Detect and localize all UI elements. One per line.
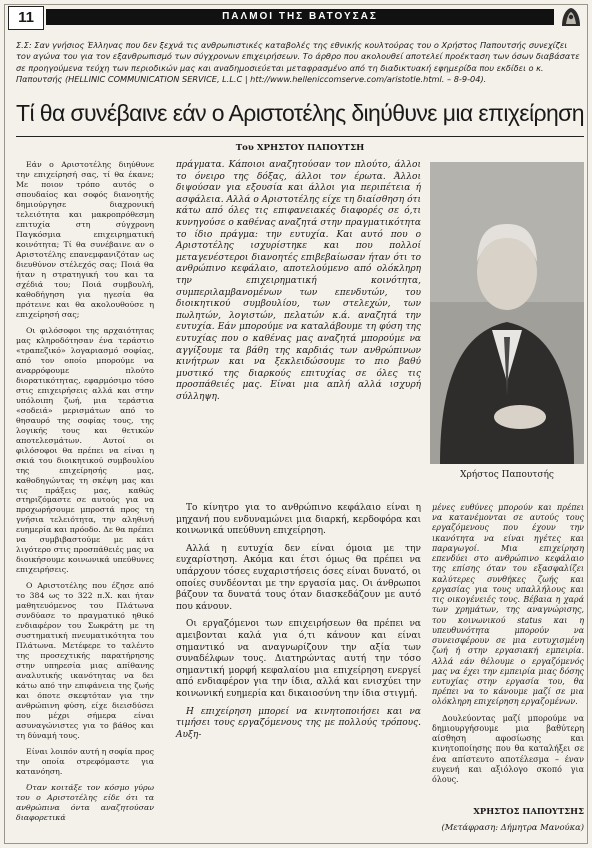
translator-credit: (Μετάφραση: Δήμητρα Μανούκα) <box>441 822 584 832</box>
paragraph: Το κίνητρο για το ανθρώπινο κεφάλαιο είναι η μηχανή που ενδυναμώνει μια διαρκή, κερδοφόρα και κοινωνικά υπεύθυνη επιχείρηση. <box>176 503 421 537</box>
paragraph: πράγματα. Κάποιοι αναζητούσαν τον πλούτο, άλλοι το όνειρο της δόξας, άλλοι τον έρωτα. Άλλοι διψούσαν για εξουσία και άλλοι για περιπέτεια ή ασφάλεια. Αλλά ο Αριστοτέλης είχε τη διαίσθηση ότι κάτω από όλες τις επιφανειακές διαφορές σε ό,τι κυνηγούσε ο καθένας αναζητά στην πραγματικότητα το ίδιο πράγμα: την ευτυχία. Και αυτό που ο Αριστοτέλης ισχυρίστηκε και που πολλοί μεταγενέστεροι διανοητές επιβεβαίωσαν ήταν ότι το ανθρώπινο κεφάλαιο, αποτελούμενο από ολόκληρη την επιχειρηματική κοινότητα, συμπεριλαμβανομένων των επενδυτών, του διοικητικού συμβουλίου, των στελεχών, των πωλητών, λογιστών, πελατών κ.ά. αναζητά την ευτυχία. Εάν μπορούμε να καταλάβουμε τη φύση της ευτυχίας που ο καθένας μας αναζητά μπορούμε να αγγίξουμε τα βάθη της καρδιάς των ανθρώπινων κινήτρων και να ξεκλειδώσουμε το πιο βαθύ μυστικό της διαρκούς επιτυχίας σε όλες τις προσπάθειές μας. Είναι μια απλή αλλά ισχυρή σύλληψη. <box>176 160 421 402</box>
paragraph: μένες ευθύνες μπορούν και πρέπει να κατανέμονται σε αυτούς τους εργαζόμενους που έχουν την ικανότητα να είναι ηγέτες και παραγωγοί. Μια επιχείρηση επενδύει στο ανθρώπινο κεφάλαιο της επίσης όταν του εξασφαλίζει καλύτερες συνθήκες ζωής και εργασίας για τους υπαλλήλους και τις οικογένειές τους. Βέβαια η χαρά των χρημάτων, της αναγνώρισης, του κοινωνικού status και η υπευθυνότητα μπορούν να συνεισφέρουν σε μια ευτυχισμένη ζωή ή στην εργασιακή εμπειρία. Αλλά εάν θέλουμε ο εργαζόμενός μας να έχει την εμπειρία μιας δόσης ευτυχίας στην εργασία του, θα πρέπει να το κάνουμε μαζί σε μια ολόκληρη επιχείρηση εργαζομένων. <box>432 503 584 707</box>
paragraph: Οι εργαζόμενοι των επιχειρήσεων θα πρέπει να αμειβονται καλά για ό,τι κάνουν και είναι σημαντικό να αναγνωρίζουν την αξία των συναδέλφων τους. Διατηρώντας αυτή την τόσο σημαντική μορφή κεφαλαίου μια επιχείρηση ενεργεί από ενδιαφέρον για την ίδια, αλλά και ενισχύει την κοινωνική ευημερία και δικαιοσύνη την ίδια στιγμή. <box>176 619 421 699</box>
village-emblem-icon <box>558 6 584 28</box>
article-title: Τί θα συνέβαινε εάν ο Αριστοτέλης διηύθυνε μια επιχείρηση <box>16 100 584 126</box>
paragraph: Είναι λοιπόν αυτή η σοφία προς την οποία στρεφόμαστε για κατανόηση. <box>16 747 154 777</box>
page-number: 11 <box>8 6 44 30</box>
column-3-bottom <box>432 503 584 791</box>
paragraph: Εάν ο Αριστοτέλης διηύθυνε την επιχείρησή σας, τί θα έκανε; Με ποιον τρόπο αυτός ο σπουδαίος και σοφός διανοητής δημιούργησε διαχρονική τελειότητα και μακροπρόθεσμη επιτυχία στη σύγχρονη Παγκόσμια επιχειρηματική κοινότητα; Τί θα συνέβαινε αν ο Αριστοτέλης επανεμφανιζόταν ως διευθύνον στέλεχός σας; Ποιά θα ήταν η στρατηγική του και τα σχέδιά του; Ποιά συμβουλή, καθοδήγηση για ηγεσία θα πρότεινε και θα ακολουθούσε η επιχείρησή σας; <box>16 160 154 319</box>
paragraph: Η επιχείρηση μπορεί να κινητοποιήσει και να τιμήσει τους εργαζόμενους της με πολλούς τρόπους. Αυξη- <box>176 706 421 740</box>
title-rule <box>16 136 584 137</box>
column-1 <box>16 160 154 829</box>
paragraph: Οι φιλόσοφοι της αρχαιότητας μας κληροδότησαν ένα τεράστιο «τραπεζικό» λογαριασμό σοφίας, από τον οποίο μπορούμε να αναρρόφουμε πλούτο διορατικότητας, εφαρμόσιμο τόσο στις επιχειρήσεις αλλά και στην υπόλοιπη ζωή, μια τεράστια «σοδειά» μερισμάτων από το θησαυρό της σοφίας τους, της λογικής τους και θετικών αποτελεσμάτων. Αυτοί οι φιλόσοφοι θα πρέπει να είναι η σκιά του διοικητικού συμβουλίου της επιχείρησής μας, καθοδηγώντας τη σκέψη μας και τις πράξεις μας, καθώς στηριζόμαστε σε αυτούς για να προχωρήσουμε μπροστά προς τη γνήσια τελειότητα, την αληθινή ευημερία και πρόοδο. Δε θα πρέπει να συμβιβαστούμε με κάτι λιγότερο στις προσπάθειές μας να διοικήσουμε κοινωνικά υπεύθυνες επιχειρήσεις. <box>16 325 154 575</box>
column-2-top <box>176 160 421 409</box>
editor-note: Σ.Σ: Σαν γνήσιος Έλληνας που δεν ξεχνά τις ανθρωπιστικές καταβολές της εθνικής κουλτούρας του ο Χρήστος Παπουτσής συνεχίζει τον αγώνα του για τον εξανθρωπισμό των σύγχρονων επιχειρήσεων. Το άρθρο που ακολουθεί αποτελεί προέκταση των όσων διαβάσατε σε προηγούμενα τεύχη των περιοδικών μας και αναδημοσιεύεται μεταφρασμένο από τη διαδικτυακή εφημερίδα που εκδίδει ο κ. Παπουτσής (HELLINIC COMMUNICATION SERVICE, L.L.C | htt://www.helleniccomserve.com/aristotle.html. – 8-9-04). <box>16 40 580 84</box>
paragraph: Ο Αριστοτέλης που έζησε από το 384 ως το 322 π.Χ. και ήταν μαθητευόμενος του Πλάτωνα συνδύασε το πραγματικό ηθικό ενδιαφέρον του Σωκράτη με τη συστηματική πνευματικότητα του Πλάτωνα. Μετέφερε το ταλέντο της προσεχτικής παρατήρησης στην υπηρεσία μιας απίθανης αναλυτικής ικανότητας να δει κάτω από την επιφάνεια της ζωής και όποτε σκεφτόταν για την ανθρώπινη φύση, είχε διεισδύσει που μέχρι σήμερα είναι ασυναγώνιστες για το βάθος και τη δύναμή τους. <box>16 581 154 741</box>
page-header <box>8 6 584 28</box>
column-2-bottom <box>176 503 421 747</box>
byline: Του ΧΡΗΣΤΟΥ ΠΑΠΟΥΤΣΗ <box>235 143 365 153</box>
paragraph: Όταν κοιτάξε τον κόσμο γύρω του ο Αριστοτέλης είδε ότι τα ανθρώπινα όντα αναζητούσαν διαφορετικά <box>16 783 154 823</box>
author-photo <box>430 162 584 464</box>
photo-caption: Χρήστος Παπουτσής <box>460 470 554 480</box>
paragraph: Δουλεύοντας μαζί μπορούμε να δημιουργήσουμε μια βαθύτερη αίσθηση αφοσίωσης και κινητοποίησης που θα καταλήξει σε ένα απίστευτο αποτέλεσμα – έναν ευγενή και αξιόλογο σκοπό για όλους. <box>432 713 584 785</box>
author-signature: ΧΡΗΣΤΟΣ ΠΑΠΟΥΤΣΗΣ <box>473 806 584 816</box>
header-band-title: ΠΑΛΜΟΙ ΤΗΣ ΒΑΤΟΥΣΑΣ <box>46 9 554 25</box>
paragraph: Αλλά η ευτυχία δεν είναι όμοια με την ευχαρίστηση. Ακόμα και έτσι όμως θα πρέπει να υπάρχουν τόσες ευχαριστήσεις όσες είναι δυνατό, οι οποίες συνδέονται με την εργασία μας. Οι άνθρωποι βάζουν τα δυνατά τους όταν διασκεδάζουν με αυτό που κάνουν. <box>176 543 421 612</box>
